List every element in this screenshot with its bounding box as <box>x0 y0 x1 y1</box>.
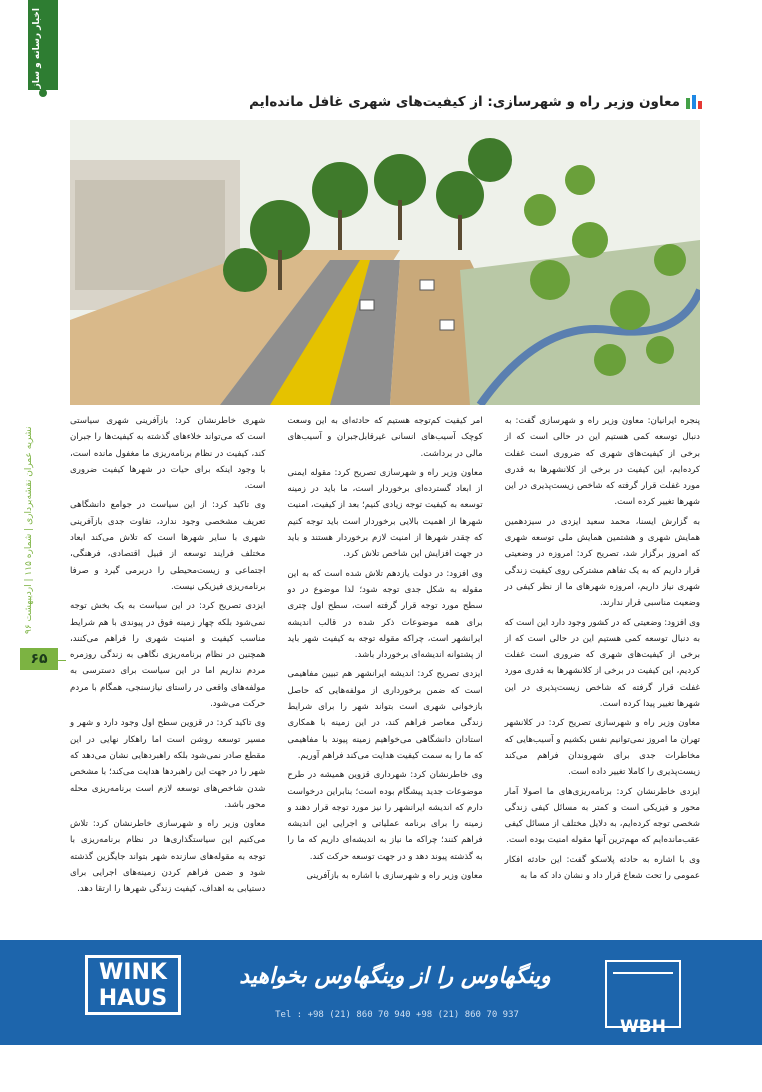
article-column-middle <box>287 413 482 925</box>
bar-chart-icon <box>686 95 702 109</box>
paragraph: وی افزود: وضعیتی که در کشور وجود دارد این است که به دنبال توسعه کمی هستیم این در حالی است که از برخی از کیفیت‌های شهری که ضروری است غفلت کردیم، این کیفیت در برخی از کلانشهرها به قدری مورد غفلت قرار گرفته که شاخص زیست‌پذیری در این شهرها تغییر پیدا کرده است. <box>504 617 700 710</box>
ad-telephone: Tel : +98 (21) 860 70 940 +98 (21) 860 70 937 <box>275 1010 519 1020</box>
paragraph: معاون وزیر راه و شهرسازی تصریح کرد: در کلانشهر تهران ما امروز نمی‌توانیم نفس بکشیم و آسیب‌هایی که مخاطرات جدی برای شهروندان فراهم می‌کند زیست‌پذیری را کاملا تغییر داده است. <box>504 718 700 778</box>
article-column-left <box>70 413 265 925</box>
paragraph: معاون وزیر راه و شهرسازی با اشاره به بازآفرینی <box>306 871 483 882</box>
paragraph: به گزارش ایسنا، محمد سعید ایزدی در سیزدهمین همایش شهری و هشتمین همایش ملی توسعه شهری که امروز برگزار شد، تصریح کرد: امروزه در وضعیتی قرار داریم که به یک تفاهم مشترکی روی کیفیت زندگی شهری نیاز داریم، امروزه شهرهای ما از نظر کیفی در وضعیت مناسبی قرار ندارند. <box>504 516 700 609</box>
paragraph: پنجره ایرانیان: معاون وزیر راه و شهرسازی گفت: به دنبال توسعه کمی هستیم این در حالی است که از برخی از کیفیت‌های شهری که ضروری است غفلت کرده‌ایم، این کیفیت در برخی از کلانشهرها به قدری مورد غفلت قرار گرفته که شاخص زیست‌پذیری در این شهرها تغییر کرده است. <box>504 416 700 508</box>
paragraph: معاون وزیر راه و شهرسازی تصریح کرد: مقوله ایمنی از ابعاد گسترده‌ای برخوردار است، ما باید در زمینه توسعه به کیفیت توجه زیادی کنیم؛ بعد از کیفیت، امنیت شهرها از اهمیت بالایی برخوردار است باید توجه کنیم که چقدر شهرها از امنیت لازم برخوردار هستند و باید در جهت افزایش این شاخص تلاش کرد. <box>287 467 483 560</box>
article-column-right <box>505 413 700 925</box>
section-tab-label: اخبار رسانه و ساز <box>32 8 42 89</box>
tab-dot <box>39 89 47 97</box>
paragraph: وی تاکید کرد: از این سیاست در جوامع دانشگاهی تعریف مشخصی وجود ندارد، تفاوت جدی بازآفرینی شهری با سایر شهرها است که تلاش می‌کند ابعاد مختلف فرایند توسعه از قبیل اقتصادی، فرهنگی، اجتماعی و زیست‌محیطی را دربرمی گیرد و صرفا برنامه‌ریزی فیزیکی نیست. <box>70 500 266 592</box>
article-body <box>70 413 700 925</box>
paragraph: شهری خاطرنشان کرد: بازآفرینی شهری سیاستی است که می‌تواند خلاءهای گذشته به کیفیت‌ها را جبران کند، کیفیت در نظام برنامه‌ریزی ما مغفول مانده است، با وجود اینکه برای حیات در شهرها کیفیت ضروری است. <box>70 416 266 492</box>
paragraph: ایزدی تصریح کرد: اندیشه ایرانشهر هم تبیین مفاهیمی است که ضمن برخورداری از مولفه‌هایی که حاصل بازخوانی شهری است بتواند شهر را برای شرایط زندگی معاصر فراهم کند، در این زمینه با همکاری استادان دانشگاهی می‌خواهیم زمینه پیوند با مفاهیمی که ما را به سمت کیفیت هدایت می‌کند فراهم آوریم. <box>287 669 483 761</box>
paragraph: وی با اشاره به حادثه پلاسکو گفت: این حادثه افکار عمومی را تحت شعاع قرار داد و نشان داد که ما به <box>504 854 700 882</box>
paragraph: ایزدی تصریح کرد: در این سیاست به یک بخش توجه نمی‌شود بلکه چهار زمینه فوق در پیوندی با هم شرایط مناسب کیفیت و امنیت شهری را فراهم می‌کنند، همچنین در نظام برنامه‌ریزی نگاهی به زندگی روزمره مردم نداریم اما در این سیاست برای دسترسی به مولفه‌های واقعی در راستای نیازسنجی، همگام با مردم حرکت می‌شود. <box>70 601 266 710</box>
logo-line <box>613 972 673 974</box>
headline-text: معاون وزیر راه و شهرسازی: از کیفیت‌های شهری غافل مانده‌ایم <box>249 94 680 110</box>
article-headline <box>242 94 702 110</box>
street-landscape-illustration <box>70 120 700 405</box>
paragraph: وی تاکید کرد: در قزوین سطح اول وجود دارد و شهر و مسیر توسعه روشن است اما راهکار نهایی در این مقطع صادر نمی‌شود بلکه راهبردهایی نشان می‌دهد که شهر را در جهت این راهبردها هدایت می‌کند؛ با مشخص شدن شاخص‌های توسعه لازم است برنامه‌ریزی محله محور باشد. <box>70 718 266 810</box>
page-number: ۶۵ <box>20 648 58 670</box>
paragraph: امر کیفیت کم‌توجه هستیم که حادثه‌ای به این وسعت کوچک آسیب‌های انسانی غیرقابل‌جبران و آسیب‌های مالی در برداشت. <box>287 416 483 459</box>
ad-slogan: وینگهاوس را از وینگهاوس بخواهید <box>239 964 551 989</box>
paragraph: ایزدی خاطرنشان کرد: برنامه‌ریزی‌های ما اصولا آمار محور و فیزیکی است و کمتر به مسائل کیفی زندگی شخصی توجه کرده‌ایم، به دلایل مختلف از مسائل کیفی عقب‌مانده‌ایم که مهم‌ترین آنها مقوله امنیت بوده است. <box>504 786 700 846</box>
winkhaus-logo: WINK HAUS <box>85 955 181 1015</box>
paragraph: معاون وزیر راه و شهرسازی خاطرنشان کرد: تلاش می‌کنیم این سیاستگذاری‌ها در نظام برنامه‌ریزی با توجه به مقوله‌های سازنده شهر بتواند جایگزین گذشته شود و ضمن فراهم کردن زمینه‌های اجرایی برای دستیابی به اهداف، کیفیت زندگی شهرها را ارتقا دهد. <box>70 819 266 895</box>
section-tab <box>28 0 58 90</box>
paragraph: وی افزود: در دولت یازدهم تلاش شده است که به این مقوله به شکل جدی توجه شود؛ لذا موضوع در دو سطح مورد توجه قرار گرفته است، سطح اول چتری برای همه موضوعات ذکر شده در قالب اندیشه ایرانشهر است، چراکه مقوله توجه به کیفیت شهر باید از پشتوانه اندیشه‌ای برخوردار باشد. <box>287 568 483 661</box>
advertisement-banner[interactable] <box>0 940 762 1045</box>
paragraph: وی خاطرنشان کرد: شهرداری قزوین همیشه در طرح موضوعات جدید پیشگام بوده است؛ بنابراین درخواست دارم که اندیشه ایرانشهر را نیز مورد توجه قرار دهند و زمینه را برای برنامه عملیاتی و اجرایی این اندیشه فراهم کنند؛ چراکه ما نیاز به اندیشه‌ای داریم که ما را به گذشته پیوند دهد و در جهت توسعه حرکت کند. <box>287 770 483 862</box>
wbh-logo <box>605 960 681 1037</box>
issue-info: نشریه عمران نقشه‌برداری | شماره ۱۱۵ | اردیبهشت ۹۶ <box>24 426 34 634</box>
wbh-logo-text: WBH <box>620 1017 666 1037</box>
